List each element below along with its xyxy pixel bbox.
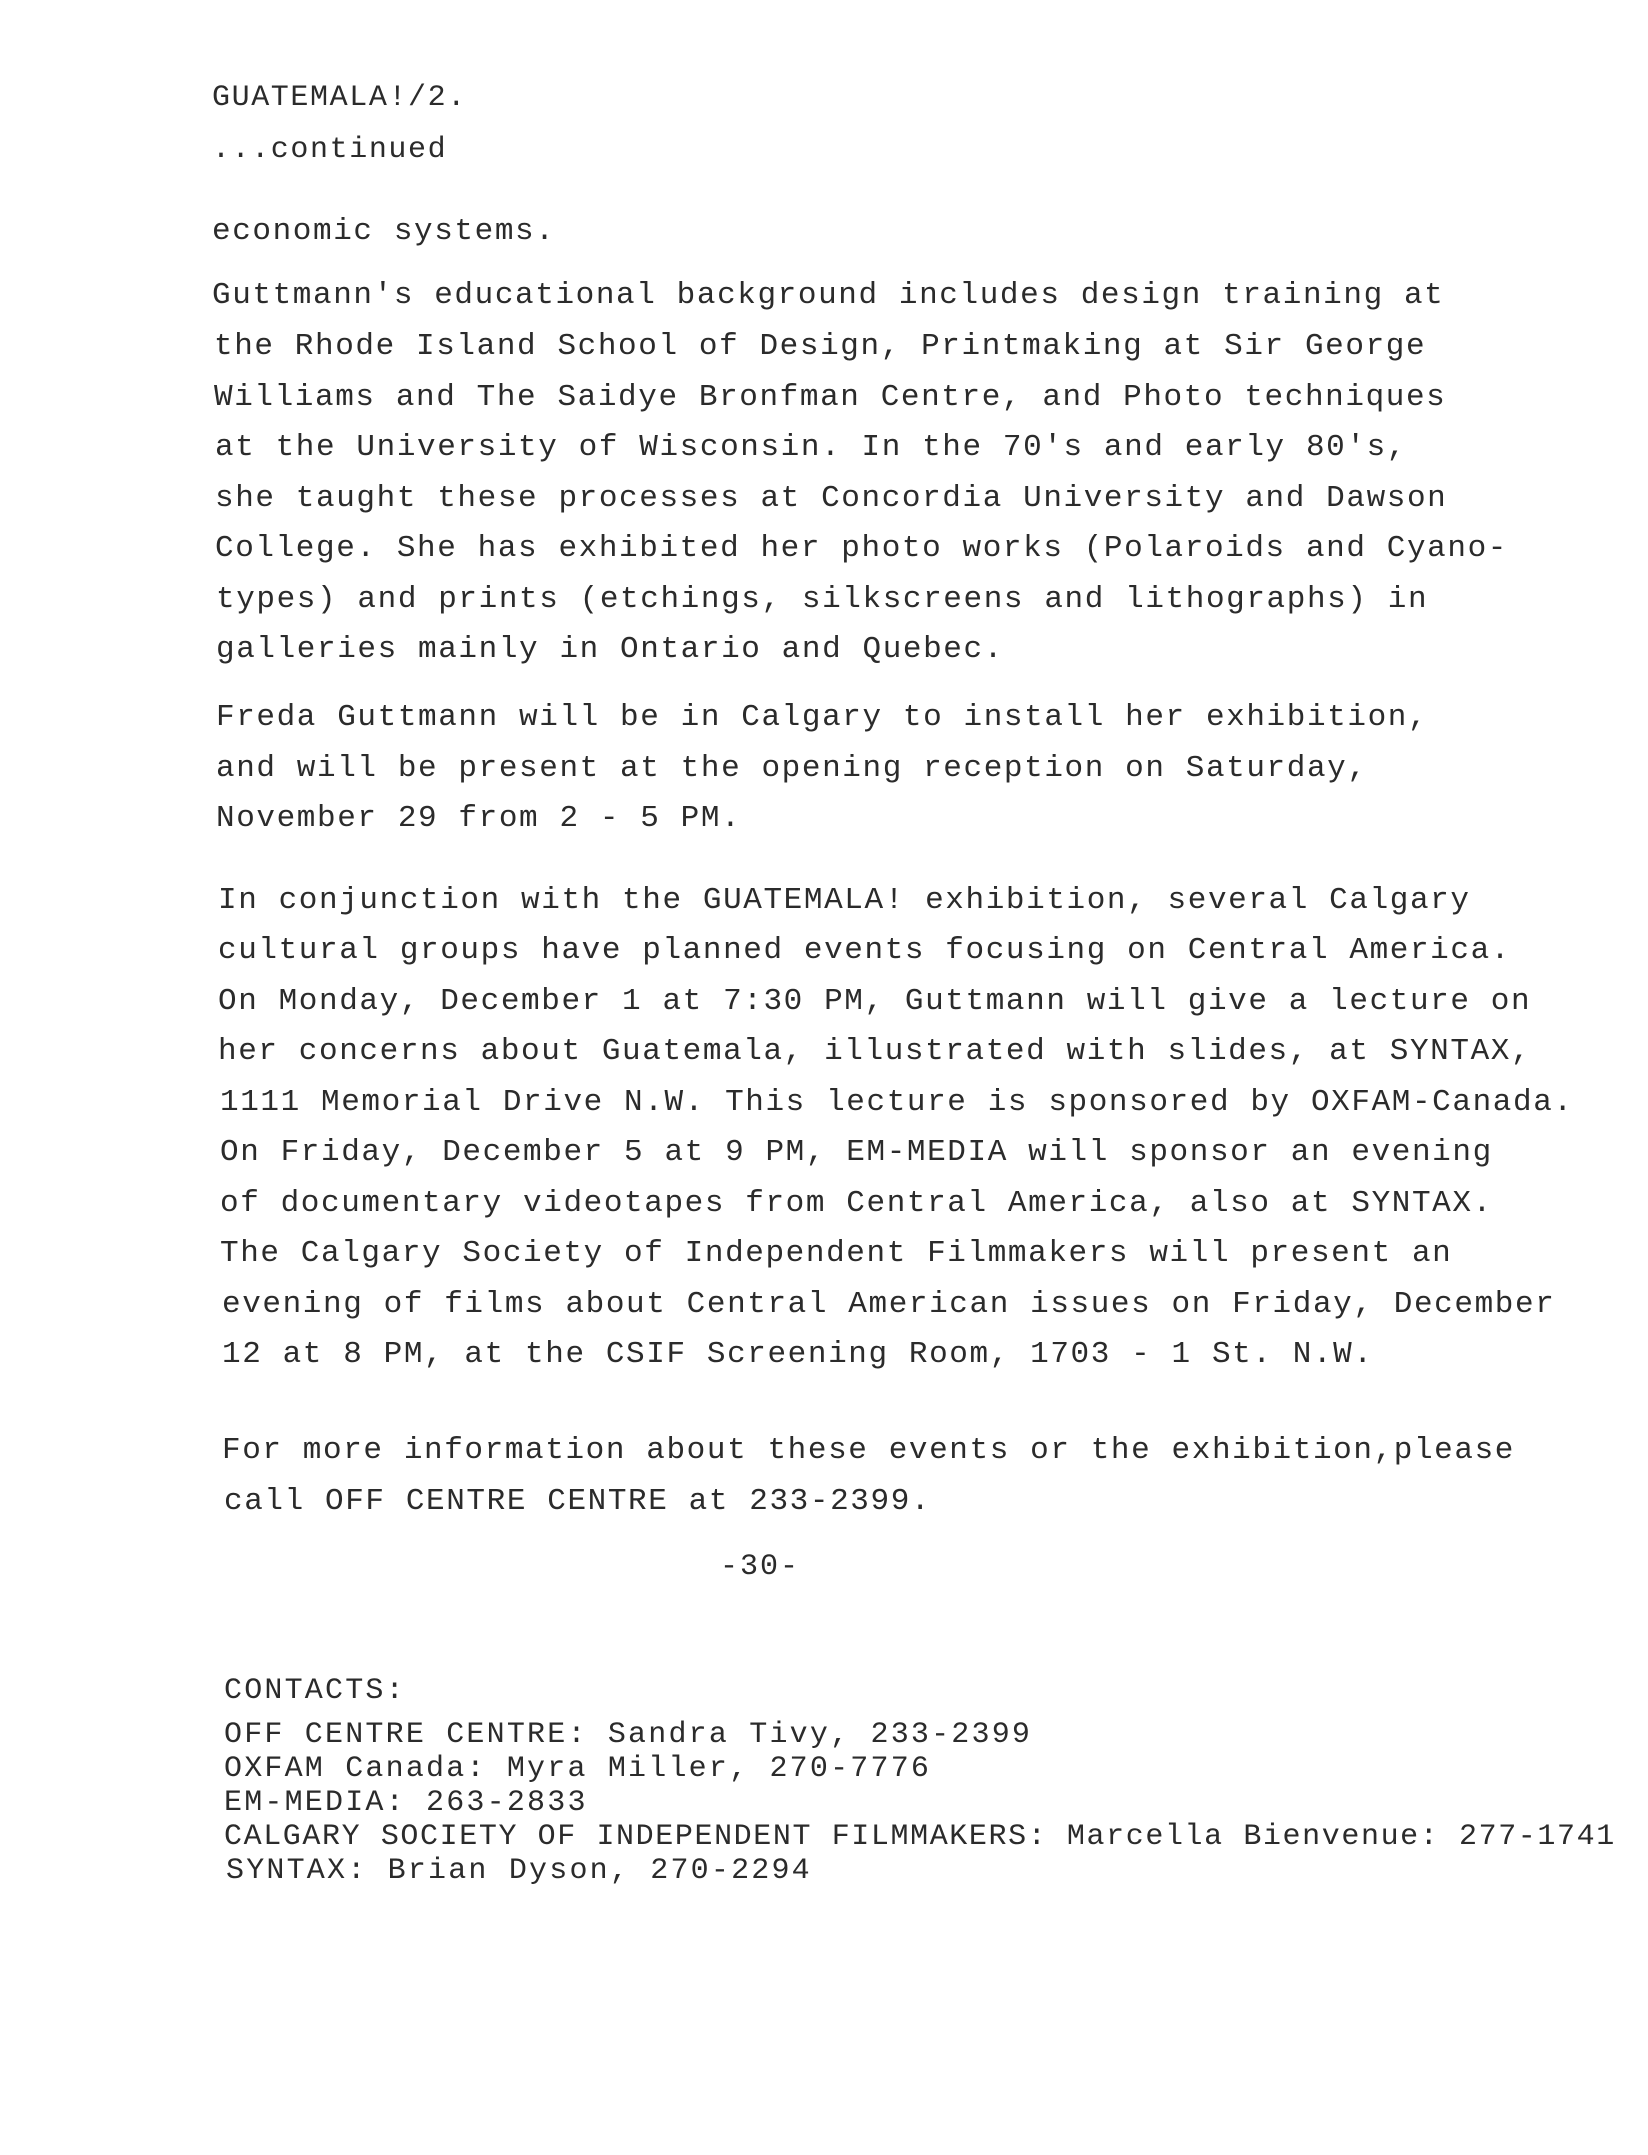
paragraph-3-line: In conjunction with the GUATEMALA! exhibition, several Calgary bbox=[218, 883, 1471, 918]
paragraph-3-line: her concerns about Guatemala, illustrated with slides, at SYNTAX, bbox=[218, 1034, 1532, 1069]
paragraph-2-line: and will be present at the opening reception on Saturday, bbox=[216, 751, 1368, 786]
contact-item: SYNTAX: Brian Dyson, 270-2294 bbox=[226, 1854, 812, 1888]
paragraph-4-line: call OFF CENTRE CENTRE at 233-2399. bbox=[224, 1484, 932, 1519]
page-number: -30- bbox=[720, 1550, 801, 1584]
paragraph-3-line: On Monday, December 1 at 7:30 PM, Guttmann will give a lecture on bbox=[218, 984, 1532, 1019]
contact-item: OXFAM Canada: Myra Miller, 270-7776 bbox=[224, 1752, 932, 1786]
contact-item: CALGARY SOCIETY OF INDEPENDENT FILMMAKERS: Marcella Bienvenue: 277-1741 bbox=[224, 1820, 1616, 1854]
contact-item: EM-MEDIA: 263-2833 bbox=[224, 1786, 588, 1820]
paragraph-2-line: Freda Guttmann will be in Calgary to install her exhibition, bbox=[216, 700, 1429, 735]
paragraph-3-line: of documentary videotapes from Central America, also at SYNTAX. bbox=[220, 1186, 1493, 1221]
paragraph-3-line: The Calgary Society of Independent Filmmakers will present an bbox=[220, 1236, 1453, 1271]
paragraph-3-line: 1111 Memorial Drive N.W. This lecture is sponsored by OXFAM-Canada. bbox=[220, 1085, 1574, 1120]
paragraph-3-line: 12 at 8 PM, at the CSIF Screening Room, 1703 - 1 St. N.W. bbox=[222, 1337, 1374, 1372]
paragraph-1-line: she taught these processes at Concordia University and Dawson bbox=[215, 481, 1448, 516]
page-label: GUATEMALA!/2. bbox=[212, 81, 467, 115]
contact-item: OFF CENTRE CENTRE: Sandra Tivy, 233-2399 bbox=[224, 1718, 1033, 1752]
paragraph-3-line: evening of films about Central American issues on Friday, December bbox=[222, 1287, 1556, 1322]
paragraph-1-line: College. She has exhibited her photo works (Polaroids and Cyano- bbox=[215, 531, 1508, 566]
paragraph-1-line: Guttmann's educational background includes design training at bbox=[212, 278, 1445, 313]
paragraph-3-line: cultural groups have planned events focusing on Central America. bbox=[218, 933, 1511, 968]
paragraph-1-line: galleries mainly in Ontario and Quebec. bbox=[216, 632, 1004, 667]
paragraph-4-line: For more information about these events or the exhibition,please bbox=[222, 1433, 1515, 1468]
paragraph-1-line: types) and prints (etchings, silkscreens and lithographs) in bbox=[216, 582, 1429, 617]
paragraph-3-line: On Friday, December 5 at 9 PM, EM-MEDIA will sponsor an evening bbox=[220, 1135, 1493, 1170]
paragraph-2-line: November 29 from 2 - 5 PM. bbox=[216, 801, 742, 836]
continued-label: ...continued bbox=[212, 133, 448, 167]
paragraph-0-line: economic systems. bbox=[212, 214, 556, 249]
paragraph-1-line: at the University of Wisconsin. In the 70's and early 80's, bbox=[215, 430, 1407, 465]
paragraph-1-line: the Rhode Island School of Design, Printmaking at Sir George bbox=[214, 329, 1427, 364]
contacts-heading: CONTACTS: bbox=[224, 1674, 406, 1708]
paragraph-1-line: Williams and The Saidye Bronfman Centre, and Photo techniques bbox=[214, 380, 1447, 415]
